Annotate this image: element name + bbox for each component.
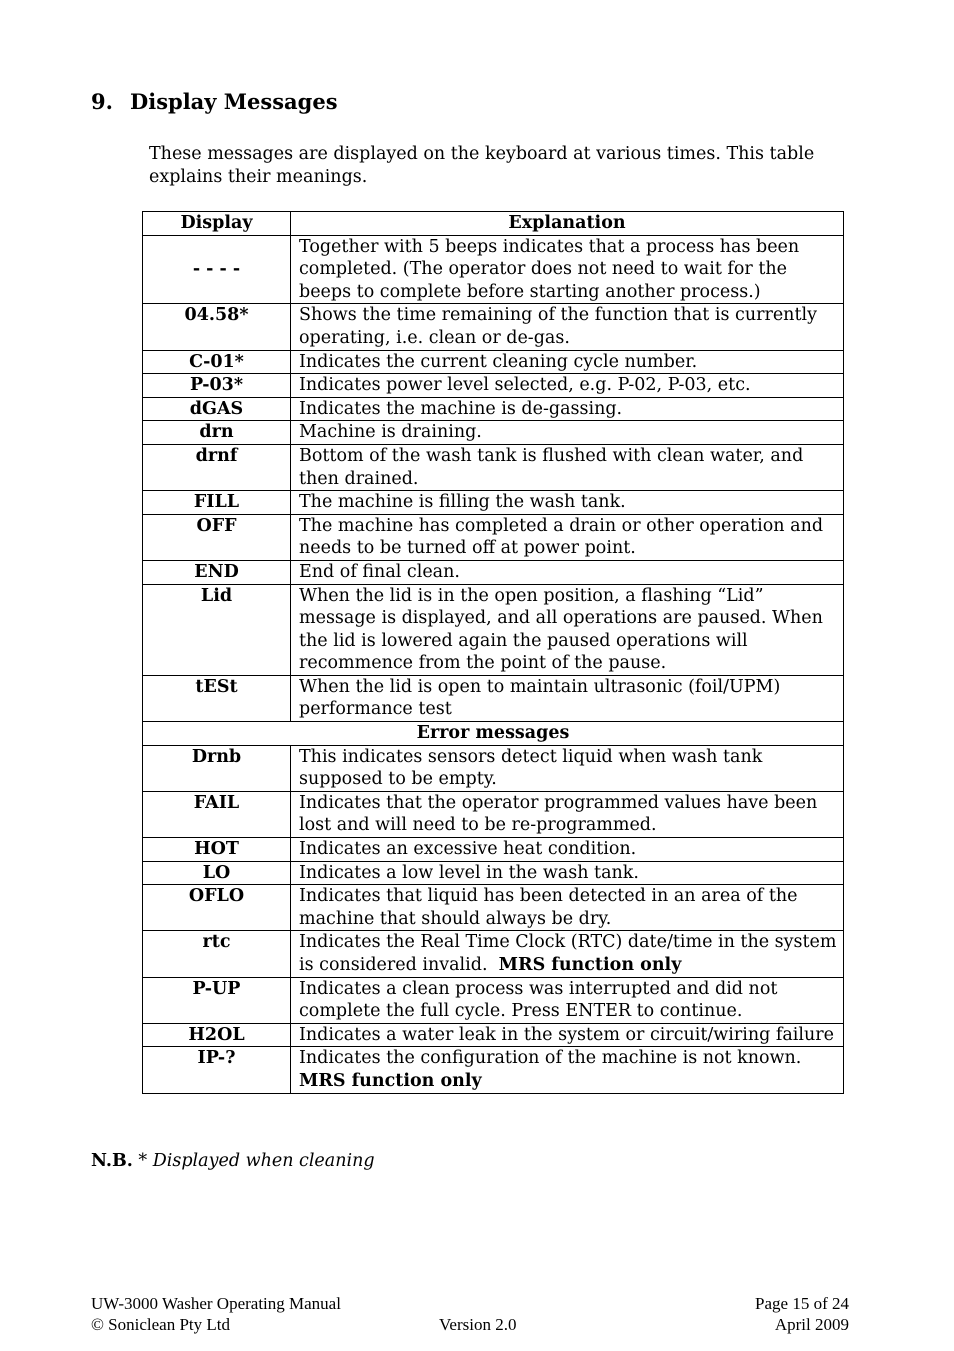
display-code: drn: [143, 421, 291, 445]
display-code: P-UP: [143, 977, 291, 1023]
header-explanation: Explanation: [291, 212, 844, 236]
explanation: Shows the time remaining of the function that is currently operating, i.e. clean or de-gas.: [291, 304, 844, 350]
section-number: 9.: [91, 89, 113, 114]
intro-paragraph: These messages are displayed on the keyboard at various times. This table explains their meanings.: [149, 144, 815, 187]
explanation: The machine is filling the wash tank.: [291, 491, 844, 515]
page-number: Page 15 of 24: [755, 1294, 849, 1313]
display-code: OFLO: [143, 885, 291, 931]
display-code: 04.58*: [143, 304, 291, 350]
section-title: Display Messages: [130, 89, 338, 114]
display-code: HOT: [143, 838, 291, 862]
table-row: [143, 675, 844, 721]
footnote-label: N.B.: [91, 1151, 133, 1171]
copyright: © Soniclean Pty Ltd: [91, 1315, 230, 1334]
footnote-text: * Displayed when cleaning: [132, 1151, 375, 1171]
explanation: Bottom of the wash tank is flushed with clean water, and then drained.: [291, 444, 844, 490]
table-row: [143, 397, 844, 421]
table-row: [143, 745, 844, 791]
explanation: Indicates a water leak in the system or circuit/wiring failure: [291, 1023, 844, 1047]
display-code: drnf: [143, 444, 291, 490]
display-code: C-01*: [143, 350, 291, 374]
display-code: FAIL: [143, 791, 291, 837]
table-row: [143, 791, 844, 837]
display-code: LO: [143, 861, 291, 885]
display-code: OFF: [143, 514, 291, 560]
display-messages-table: [142, 211, 844, 1094]
table-row: [143, 1023, 844, 1047]
explanation: End of final clean.: [291, 560, 844, 584]
explanation: This indicates sensors detect liquid when wash tank supposed to be empty.: [291, 745, 844, 791]
error-section-title: Error messages: [143, 722, 844, 746]
manual-title: UW-3000 Washer Operating Manual: [91, 1294, 341, 1313]
footnote: [91, 1151, 375, 1171]
display-code: IP-?: [143, 1047, 291, 1093]
section-heading: [91, 89, 338, 114]
table-row: [143, 304, 844, 350]
table-row: [143, 560, 844, 584]
table-row: [143, 977, 844, 1023]
display-code: dGAS: [143, 397, 291, 421]
display-code: Drnb: [143, 745, 291, 791]
explanation-cell: [291, 1047, 844, 1093]
explanation: Machine is draining.: [291, 421, 844, 445]
display-code: P-03*: [143, 374, 291, 398]
explanation: Indicates the configuration of the machine is not known.: [299, 1048, 813, 1069]
display-code: FILL: [143, 491, 291, 515]
table-row: [143, 1047, 844, 1093]
table-row: [143, 491, 844, 515]
explanation: Indicates a clean process was interrupted and did not complete the full cycle. Press ENTER to continue.: [291, 977, 844, 1023]
table-row: [143, 350, 844, 374]
explanation: Indicates that the operator programmed values have been lost and will need to be re-programmed.: [291, 791, 844, 837]
table-row: [143, 931, 844, 977]
table-row: [143, 584, 844, 675]
explanation: Indicates the Real Time Clock (RTC) date/time in the system is considered invalid.: [299, 932, 843, 975]
version: Version 2.0: [439, 1315, 517, 1334]
explanation: Indicates the machine is de-gassing.: [291, 397, 844, 421]
table-row: [143, 444, 844, 490]
table-row: [143, 861, 844, 885]
explanation: When the lid is in the open position, a flashing “Lid” message is displayed, and all operations are paused. When the lid is lowered again the paused operations will recommence from the point of the pause.: [291, 584, 844, 675]
display-code: rtc: [143, 931, 291, 977]
explanation: Indicates a low level in the wash tank.: [291, 861, 844, 885]
explanation: Indicates that liquid has been detected in an area of the machine that should always be dry.: [291, 885, 844, 931]
date: April 2009: [774, 1315, 849, 1334]
table-row: [143, 421, 844, 445]
explanation: The machine has completed a drain or other operation and needs to be turned off at power point.: [291, 514, 844, 560]
explanation: Indicates an excessive heat condition.: [291, 838, 844, 862]
display-code: H2OL: [143, 1023, 291, 1047]
mrs-only-note: MRS function only: [498, 955, 682, 975]
explanation: Indicates power level selected, e.g. P-02, P-03, etc.: [291, 374, 844, 398]
table-row: [143, 885, 844, 931]
explanation: Together with 5 beeps indicates that a process has been completed. (The operator does not need to wait for the beeps to complete before starting another process.): [291, 235, 844, 304]
error-section-row: [143, 722, 844, 746]
display-code: tESt: [143, 675, 291, 721]
table-row: [143, 514, 844, 560]
explanation: When the lid is open to maintain ultrasonic (foil/UPM) performance test: [291, 675, 844, 721]
table-row: [143, 838, 844, 862]
display-code: - - - -: [143, 235, 291, 304]
display-code: Lid: [143, 584, 291, 675]
table-header-row: [143, 212, 844, 236]
table-row: [143, 374, 844, 398]
page-footer: [91, 1293, 849, 1335]
explanation-cell: [291, 931, 844, 977]
header-display: Display: [143, 212, 291, 236]
mrs-only-note: MRS function only: [299, 1070, 482, 1091]
display-code: END: [143, 560, 291, 584]
table-row: [143, 235, 844, 304]
explanation: Indicates the current cleaning cycle number.: [291, 350, 844, 374]
